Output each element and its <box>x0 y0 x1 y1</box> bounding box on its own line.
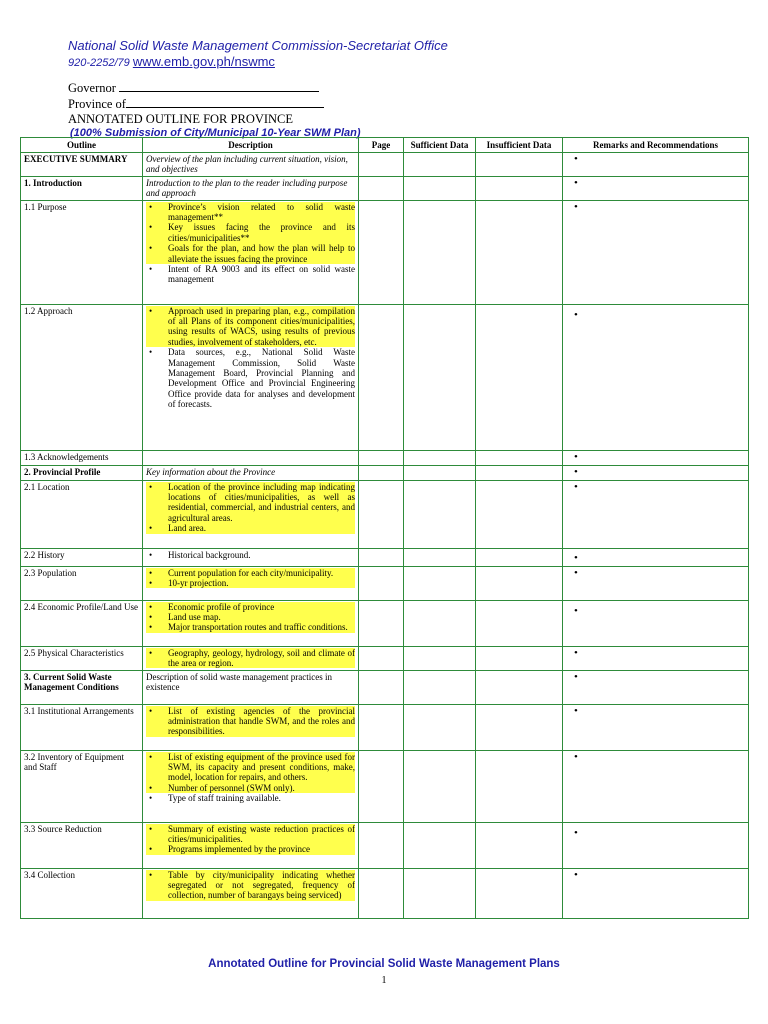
insufficient-cell[interactable] <box>476 200 563 304</box>
sufficient-cell[interactable] <box>404 646 476 670</box>
bullet-item: • Land area. <box>146 523 355 533</box>
remarks-cell[interactable] <box>563 646 749 670</box>
insufficient-cell[interactable] <box>476 176 563 200</box>
bullet-item: • List of existing equipment of the province used for SWM, its capacity and present conditions, make, model, location for repairs, and others. <box>146 752 355 783</box>
remarks-bullet: • <box>574 176 578 189</box>
insufficient-cell[interactable] <box>476 548 563 566</box>
page-cell[interactable] <box>359 465 404 480</box>
page-cell[interactable] <box>359 548 404 566</box>
bullet-item: • Location of the province including map indicating locations of cities/municipalities, as well as residential, commercial, and industrial centers, and agricultural areas. <box>146 482 355 524</box>
contact-line <box>68 54 448 71</box>
outline-cell: 3.4 Collection <box>21 868 143 918</box>
description-cell <box>143 646 359 670</box>
page-cell[interactable] <box>359 704 404 750</box>
remarks-bullet: • <box>574 308 578 321</box>
description-cell <box>143 704 359 750</box>
table-row <box>21 465 749 480</box>
sufficient-cell[interactable] <box>404 566 476 600</box>
sufficient-cell[interactable] <box>404 868 476 918</box>
bullet-item: • Geography, geology, hydrology, soil and climate of the area or region. <box>146 648 355 669</box>
insufficient-cell[interactable] <box>476 465 563 480</box>
page-header <box>68 38 448 71</box>
bullet-item: • 10-yr projection. <box>146 578 355 588</box>
outline-table <box>20 137 749 919</box>
col-header-insufficient: Insufficient Data <box>476 138 563 153</box>
bullet-item: • Major transportation routes and traffic conditions. <box>146 622 355 632</box>
remarks-bullet: • <box>574 646 578 659</box>
governor-label: Governor <box>68 81 116 95</box>
remarks-bullet: • <box>574 450 578 463</box>
bullet-item: • Data sources, e.g., National Solid Waste Management Commission, Solid Waste Management Board, Provincial Planning and Development Office and Provincial Engineering Office provide data for analyses and development of forecasts. <box>146 347 355 409</box>
remarks-cell[interactable] <box>563 566 749 600</box>
insufficient-cell[interactable] <box>476 646 563 670</box>
insufficient-cell[interactable] <box>476 480 563 548</box>
bullet-item: • Number of personnel (SWM only). <box>146 783 355 793</box>
governor-line <box>68 80 361 96</box>
description-cell <box>143 868 359 918</box>
sufficient-cell[interactable] <box>404 304 476 450</box>
remarks-bullet: • <box>574 750 578 763</box>
page-cell[interactable] <box>359 750 404 822</box>
table-row <box>21 304 749 450</box>
page-cell[interactable] <box>359 600 404 646</box>
bullet-item: • Province’s vision related to solid waste management** <box>146 202 355 223</box>
footer-title: Annotated Outline for Provincial Solid Waste Management Plans <box>208 958 560 970</box>
outline-cell: 1.1 Purpose <box>21 200 143 304</box>
table-header-row <box>21 138 749 153</box>
remarks-cell[interactable] <box>563 465 749 480</box>
table-row <box>21 822 749 868</box>
page-cell[interactable] <box>359 646 404 670</box>
remarks-bullet: • <box>574 153 578 165</box>
col-header-sufficient: Sufficient Data <box>404 138 476 153</box>
sufficient-cell[interactable] <box>404 822 476 868</box>
table-row <box>21 153 749 177</box>
bullet-item: • Current population for each city/municipality. <box>146 568 355 578</box>
bullet-item: • Summary of existing waste reduction practices of cities/municipalities. <box>146 824 355 845</box>
page-cell[interactable] <box>359 450 404 465</box>
remarks-bullet: • <box>574 670 578 683</box>
outline-cell: 2. Provincial Profile <box>21 465 143 480</box>
table-row <box>21 670 749 704</box>
remarks-cell[interactable] <box>563 548 749 566</box>
description-cell <box>143 822 359 868</box>
governor-blank <box>119 80 319 92</box>
outline-cell: 2.3 Population <box>21 566 143 600</box>
insufficient-cell[interactable] <box>476 670 563 704</box>
insufficient-cell[interactable] <box>476 822 563 868</box>
sufficient-cell[interactable] <box>404 465 476 480</box>
remarks-cell[interactable] <box>563 176 749 200</box>
outline-cell: 3.3 Source Reduction <box>21 822 143 868</box>
table-row <box>21 566 749 600</box>
remarks-bullet: • <box>574 480 578 493</box>
province-blank <box>126 96 324 108</box>
col-header-remarks: Remarks and Recommendations <box>563 138 749 153</box>
bullet-item: • Historical background. <box>146 550 355 560</box>
sufficient-cell[interactable] <box>404 704 476 750</box>
sufficient-cell[interactable] <box>404 750 476 822</box>
sufficient-cell[interactable] <box>404 600 476 646</box>
table-row <box>21 750 749 822</box>
table-row <box>21 200 749 304</box>
page-cell[interactable] <box>359 176 404 200</box>
bullet-item: • Key issues facing the province and its cities/municipalities** <box>146 222 355 243</box>
description-cell: Description of solid waste management practices in existence <box>143 670 359 704</box>
bullet-item: • Land use map. <box>146 612 355 622</box>
insufficient-cell[interactable] <box>476 704 563 750</box>
table-row <box>21 450 749 465</box>
bullet-item: • List of existing agencies of the provincial administration that handle SWM, and the roles and responsibilities. <box>146 706 355 737</box>
table-row <box>21 176 749 200</box>
org-name: National Solid Waste Management Commission-Secretariat Office <box>68 38 448 53</box>
sufficient-cell[interactable] <box>404 450 476 465</box>
website-link[interactable]: www.emb.gov.ph/nswmc <box>132 54 275 69</box>
remarks-cell[interactable] <box>563 600 749 646</box>
insufficient-cell[interactable] <box>476 600 563 646</box>
insufficient-cell[interactable] <box>476 153 563 177</box>
description-cell: Introduction to the plan to the reader including purpose and approach <box>143 176 359 200</box>
page-cell[interactable] <box>359 670 404 704</box>
table-row <box>21 480 749 548</box>
bullet-item: • Programs implemented by the province <box>146 844 355 854</box>
table-row <box>21 600 749 646</box>
remarks-cell[interactable] <box>563 450 749 465</box>
page-number: 1 <box>381 975 387 986</box>
form-subtitle: (100% Submission of City/Municipal 10-Year SWM Plan) <box>70 127 361 139</box>
outline-cell: 1.3 Acknowledgements <box>21 450 143 465</box>
bullet-item: • Goals for the plan, and how the plan will help to alleviate the issues facing the province <box>146 243 355 264</box>
description-cell <box>143 480 359 548</box>
insufficient-cell[interactable] <box>476 450 563 465</box>
table-row <box>21 646 749 670</box>
page-cell[interactable] <box>359 822 404 868</box>
remarks-bullet: • <box>574 868 578 881</box>
sufficient-cell[interactable] <box>404 670 476 704</box>
remarks-cell[interactable] <box>563 153 749 177</box>
page-cell[interactable] <box>359 868 404 918</box>
outline-cell: 2.2 History <box>21 548 143 566</box>
remarks-bullet: • <box>574 465 578 478</box>
table-row <box>21 868 749 918</box>
remarks-bullet: • <box>574 604 578 617</box>
outline-cell: EXECUTIVE SUMMARY <box>21 153 143 177</box>
description-cell <box>143 304 359 450</box>
remarks-bullet: • <box>574 826 578 839</box>
bullet-item: • Intent of RA 9003 and its effect on solid waste management <box>146 264 355 285</box>
bullet-item: • Table by city/municipality indicating whether segregated or not segregated, frequency of collection, number of barangays being serviced) <box>146 870 355 901</box>
sufficient-cell[interactable] <box>404 153 476 177</box>
page-cell[interactable] <box>359 566 404 600</box>
remarks-cell[interactable] <box>563 200 749 304</box>
col-header-outline: Outline <box>21 138 143 153</box>
remarks-cell[interactable] <box>563 480 749 548</box>
sufficient-cell[interactable] <box>404 548 476 566</box>
remarks-cell[interactable] <box>563 304 749 450</box>
remarks-cell[interactable] <box>563 750 749 822</box>
remarks-bullet: • <box>574 200 578 213</box>
outline-cell: 1. Introduction <box>21 176 143 200</box>
page-cell[interactable] <box>359 153 404 177</box>
col-header-page: Page <box>359 138 404 153</box>
insufficient-cell[interactable] <box>476 868 563 918</box>
outline-cell: 2.5 Physical Characteristics <box>21 646 143 670</box>
description-cell <box>143 600 359 646</box>
description-cell <box>143 548 359 566</box>
table-row <box>21 548 749 566</box>
remarks-bullet: • <box>574 551 578 564</box>
page-cell[interactable] <box>359 480 404 548</box>
outline-cell: 3.1 Institutional Arrangements <box>21 704 143 750</box>
province-label: Province of <box>68 97 126 111</box>
insufficient-cell[interactable] <box>476 304 563 450</box>
insufficient-cell[interactable] <box>476 566 563 600</box>
insufficient-cell[interactable] <box>476 750 563 822</box>
sufficient-cell[interactable] <box>404 480 476 548</box>
description-cell: Overview of the plan including current situation, vision, and objectives <box>143 153 359 177</box>
description-cell <box>143 750 359 822</box>
province-line <box>68 96 361 112</box>
bullet-item: • Economic profile of province <box>146 602 355 612</box>
remarks-cell[interactable] <box>563 868 749 918</box>
remarks-bullet: • <box>574 704 578 717</box>
sufficient-cell[interactable] <box>404 176 476 200</box>
outline-cell: 2.1 Location <box>21 480 143 548</box>
form-header <box>68 80 361 140</box>
outline-cell: 2.4 Economic Profile/Land Use <box>21 600 143 646</box>
bullet-item: • Approach used in preparing plan, e.g., compilation of all Plans of its component cities/municipalities, using results of WACS, using results of previous studies, involvement of stakeholders, etc. <box>146 306 355 348</box>
page-cell[interactable] <box>359 304 404 450</box>
remarks-bullet: • <box>574 566 578 579</box>
outline-cell: 3.2 Inventory of Equipment and Staff <box>21 750 143 822</box>
remarks-cell[interactable] <box>563 704 749 750</box>
table-row <box>21 704 749 750</box>
phone-number: 920-2252/79 <box>68 57 130 69</box>
description-cell <box>143 566 359 600</box>
description-cell <box>143 200 359 304</box>
sufficient-cell[interactable] <box>404 200 476 304</box>
description-cell <box>143 450 359 465</box>
col-header-description: Description <box>143 138 359 153</box>
outline-cell: 1.2 Approach <box>21 304 143 450</box>
remarks-cell[interactable] <box>563 670 749 704</box>
outline-cell: 3. Current Solid Waste Management Conditions <box>21 670 143 704</box>
form-title: ANNOTATED OUTLINE FOR PROVINCE <box>68 112 294 126</box>
remarks-cell[interactable] <box>563 822 749 868</box>
bullet-item: • Type of staff training available. <box>146 793 355 803</box>
description-cell: Key information about the Province <box>143 465 359 480</box>
page-cell[interactable] <box>359 200 404 304</box>
